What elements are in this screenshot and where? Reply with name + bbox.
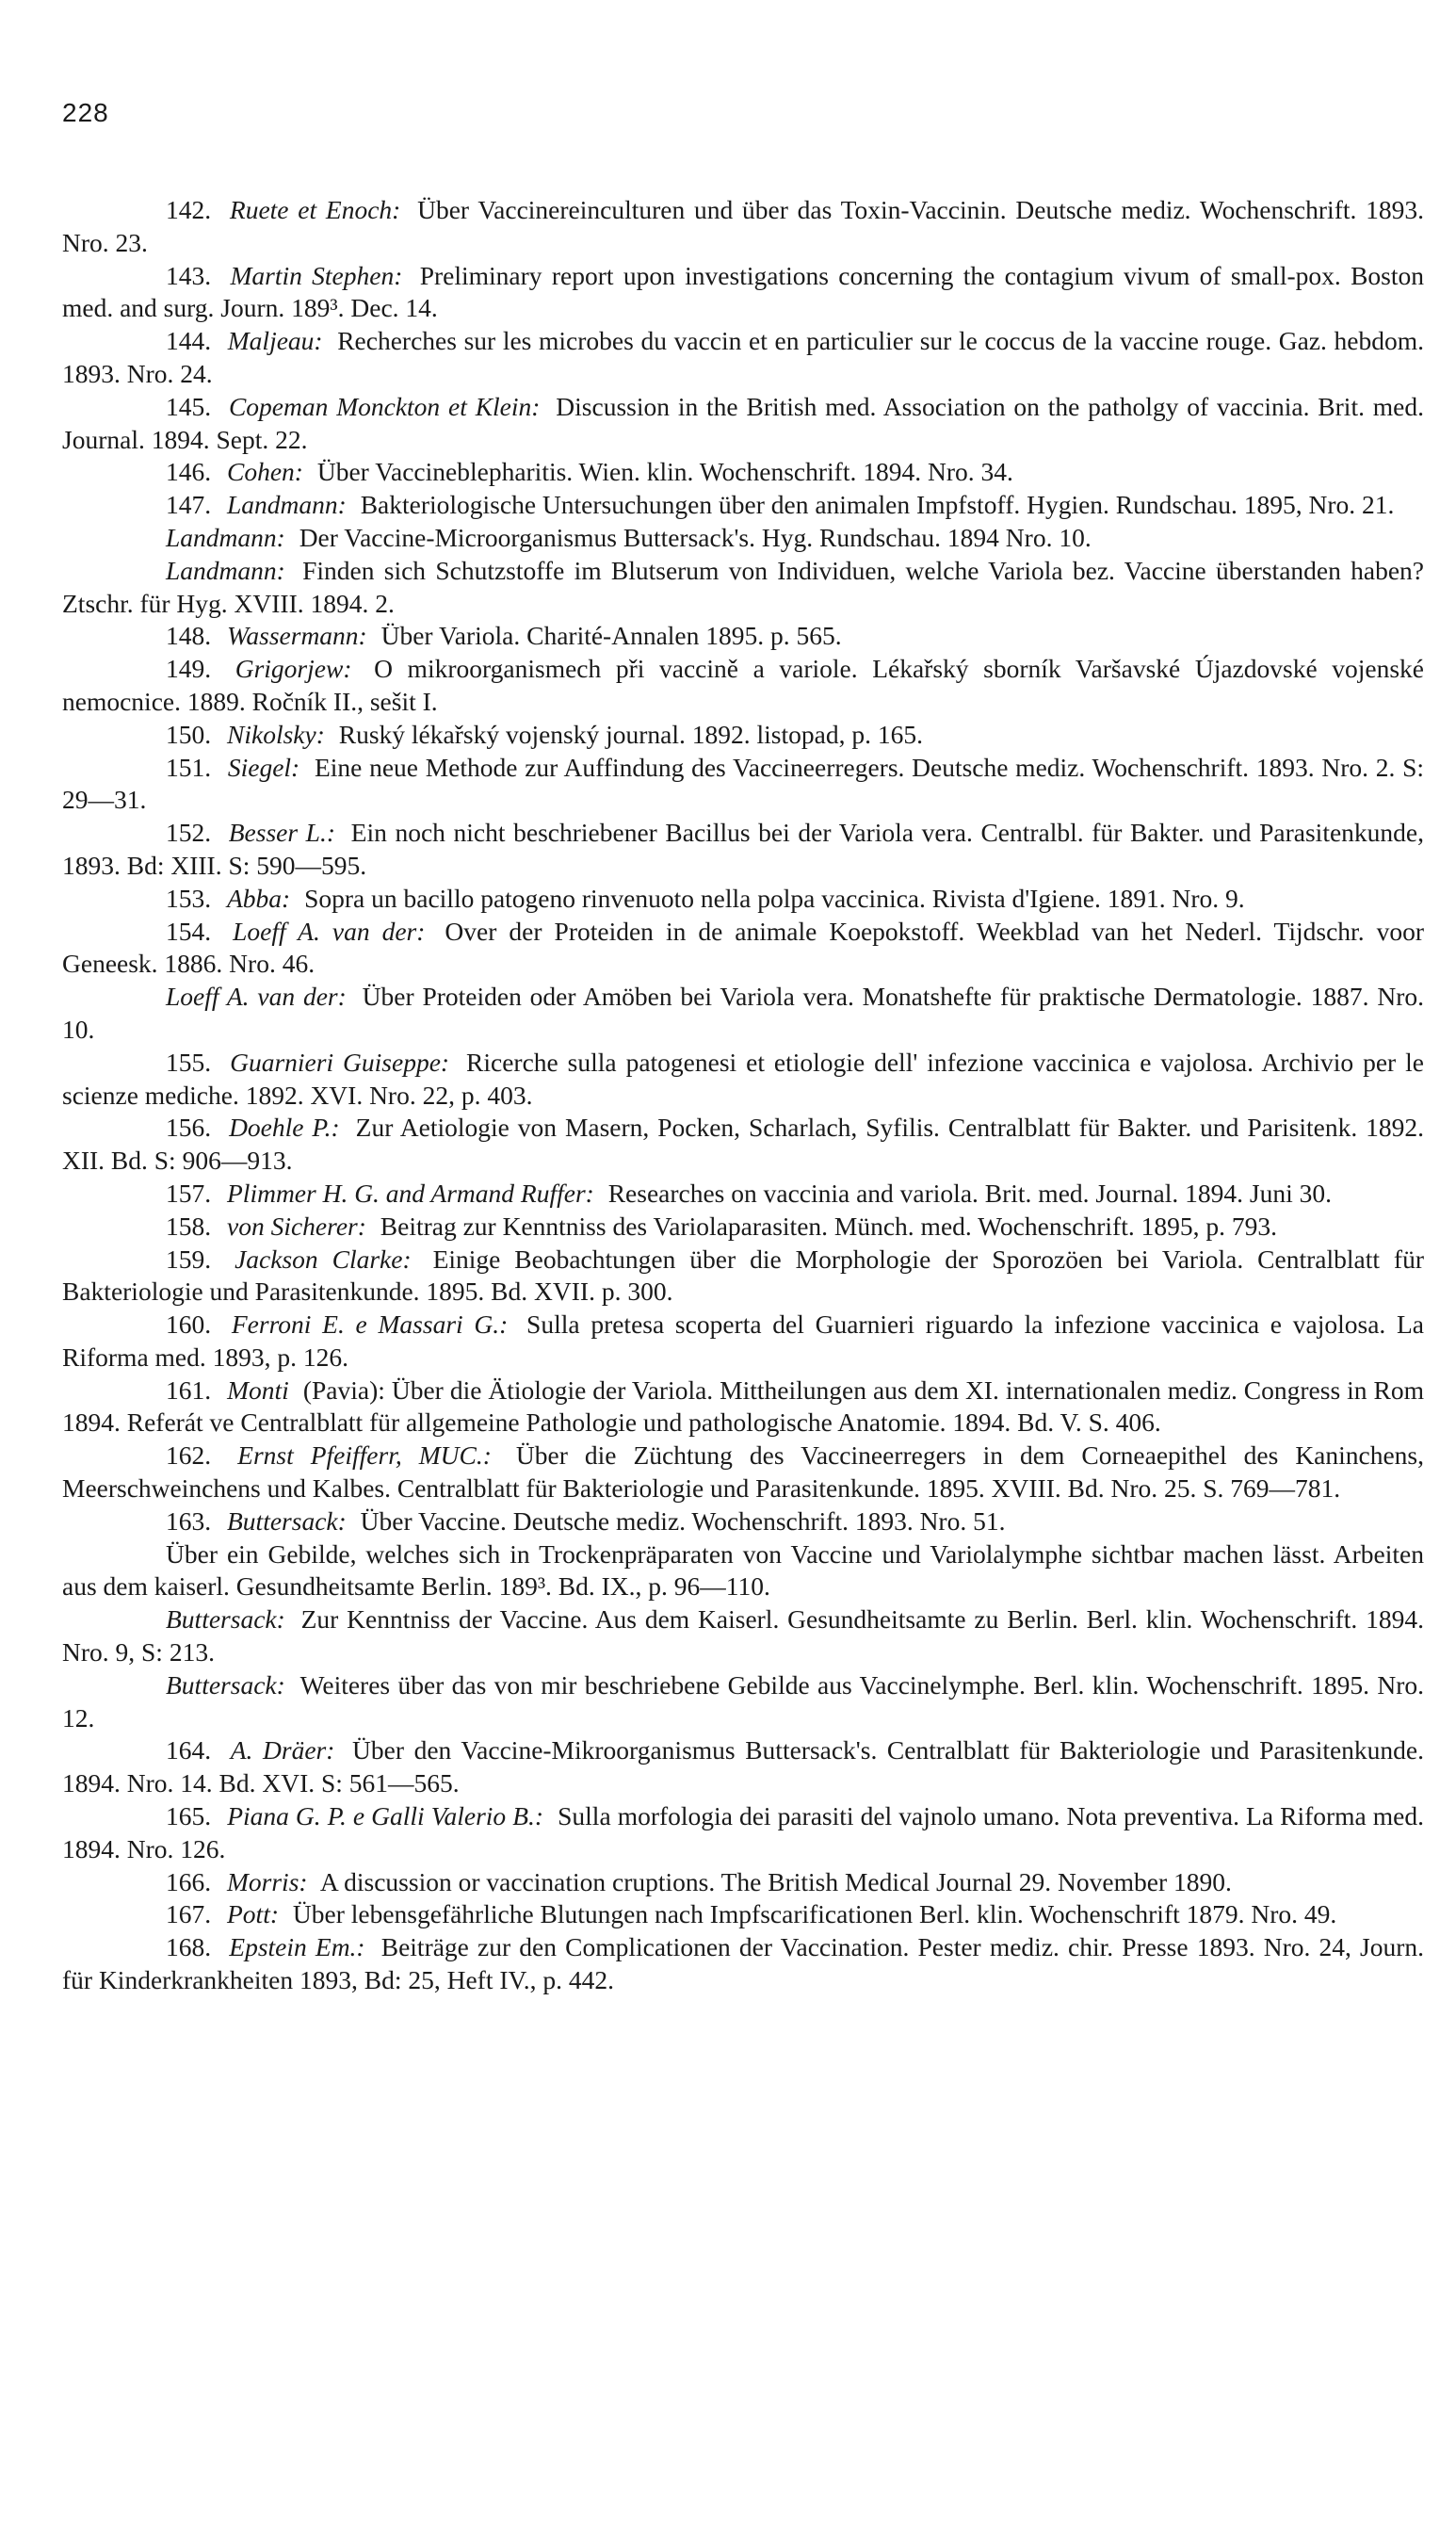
reference-author: Plimmer H. G. and Armand Ruffer: (227, 1178, 594, 1208)
reference-number: 148. (166, 621, 212, 651)
reference-number: 149. (166, 654, 212, 684)
reference-number: 146. (166, 457, 212, 487)
reference-entry (62, 653, 1424, 719)
reference-number: 144. (166, 326, 212, 356)
reference-number: 163. (166, 1505, 212, 1536)
reference-entry (62, 1603, 1424, 1669)
reference-entry (62, 1734, 1424, 1800)
reference-author: Wassermann: (227, 621, 367, 651)
reference-number: 161. (166, 1375, 212, 1405)
reference-entry (62, 260, 1424, 326)
reference-text: Über die Züchtung des Vaccineerregers in dem Corneaepithel des Kaninchens, Meerschweinchens und Kalbes. Centralblatt für Bakteriologie und Parasitenkunde. 1895. XVIII. Bd. Nro. 25. S. 769—781. (62, 1440, 1425, 1504)
reference-entry (62, 522, 1424, 555)
reference-author: Epstein Em.: (229, 1932, 365, 1962)
reference-author: Nikolsky: (227, 719, 325, 749)
reference-text: Zur Aetiologie von Masern, Pocken, Scharlach, Syfilis. Centralblatt für Bakter. und Parisitenk. 1892. XII. Bd. S: 906—913. (62, 1113, 1425, 1176)
reference-entry (62, 1375, 1424, 1440)
reference-author: Guarnieri Guiseppe: (230, 1047, 450, 1077)
reference-author: Siegel: (227, 752, 300, 782)
reference-text: Zur Kenntniss der Vaccine. Aus dem Kaiserl. Gesundheitsamte zu Berlin. Berl. klin. Wochenschrift. 1894. Nro. 9, S: 213. (62, 1604, 1424, 1668)
reference-entry (62, 1178, 1424, 1211)
reference-text: Beitrag zur Kenntniss des Variolaparasiten. Münch. med. Wochenschrift. 1895, p. 793. (380, 1211, 1277, 1241)
reference-entry (62, 817, 1424, 883)
reference-number: 159. (166, 1244, 212, 1274)
reference-number: 157. (166, 1178, 212, 1208)
reference-author: Maljeau: (227, 326, 323, 356)
reference-entry (62, 752, 1424, 818)
reference-entry (62, 194, 1424, 260)
reference-author: Abba: (227, 883, 291, 913)
reference-number: 152. (166, 818, 212, 848)
reference-text: Der Vaccine-Microorganismus Buttersack's. Hyg. Rundschau. 1894 Nro. 10. (299, 522, 1092, 552)
reference-number: 160. (166, 1310, 212, 1340)
reference-text: Discussion in the British med. Association on the patholgy of vaccinia. Brit. med. Journal. 1894. Sept. 22. (62, 391, 1425, 454)
reference-entry (62, 1505, 1424, 1538)
reference-entry (62, 1538, 1424, 1604)
reference-text: Eine neue Methode zur Auffindung des Vaccineerregers. Deutsche mediz. Wochenschrift. 1893. Nro. 2. S: 29—31. (62, 752, 1425, 815)
reference-text: (Pavia): Über die Ätiologie der Variola. Mittheilungen aus dem XI. internationalen mediz. Congress in Rom 1894. Referát ve Centralblatt für allgemeine Pathologie und pathologische Anatomie. 1894. Bd. V. S. 406. (62, 1375, 1425, 1438)
reference-author: Pott: (227, 1899, 279, 1929)
reference-author: Copeman Monckton et Klein: (228, 391, 541, 421)
reference-author: Ernst Pfeifferr, MUC.: (237, 1440, 492, 1471)
reference-text: Bakteriologische Untersuchungen über den animalen Impfstoff. Hygien. Rundschau. 1895, Nro. 21. (360, 490, 1395, 520)
reference-author: Landmann: (227, 490, 347, 520)
reference-author: Ferroni E. e Massari G.: (231, 1310, 509, 1340)
reference-author: Buttersack: (227, 1505, 347, 1536)
reference-text: Einige Beobachtungen über die Morphologie der Sporozöen bei Variola. Centralblatt für Bakteriologie und Parasitenkunde. 1895. Bd. XVII. p. 300. (62, 1244, 1424, 1307)
reference-text: Sopra un bacillo patogeno rinvenuoto nella polpa vaccinica. Rivista d'Igiene. 1891. Nro. 9. (304, 883, 1245, 913)
reference-entry (62, 1931, 1424, 1997)
reference-entry (62, 325, 1424, 391)
reference-number: 150. (166, 719, 212, 749)
reference-entry (62, 1800, 1424, 1866)
reference-author: Piana G. P. e Galli Valerio B.: (227, 1801, 544, 1831)
reference-number: 153. (166, 883, 212, 913)
reference-author: Landmann: (166, 522, 285, 552)
reference-entry (62, 1112, 1424, 1178)
reference-text: Sulla pretesa scoperta del Guarnieri riguardo la infezione vaccinica e vajolosa. La Riforma med. 1893, p. 126. (62, 1310, 1425, 1372)
reference-entry (62, 555, 1424, 621)
reference-text: Recherches sur les microbes du vaccin et en particulier sur le coccus de la vaccine rouge. Gaz. hebdom. 1893. Nro. 24. (62, 326, 1424, 388)
reference-author: Cohen: (227, 457, 303, 487)
reference-author: Doehle P.: (229, 1113, 340, 1143)
reference-number: 165. (166, 1801, 212, 1831)
reference-entry (62, 719, 1424, 752)
reference-author: Buttersack: (166, 1669, 285, 1700)
reference-number: 158. (166, 1211, 212, 1241)
reference-text: Beiträge zur den Complicationen der Vaccination. Pester mediz. chir. Presse 1893. Nro. 24, Journ. für Kinderkrankheiten 1893, Bd: 25, Heft IV., p. 442. (62, 1932, 1424, 1995)
reference-number: 156. (166, 1113, 212, 1143)
reference-number: 147. (166, 490, 212, 520)
reference-author: Loeff A. van der: (166, 982, 347, 1012)
reference-text: Ein noch nicht beschriebener Bacillus bei der Variola vera. Centralbl. für Bakter. und Parasitenkunde, 1893. Bd: XIII. S: 590—595. (62, 818, 1424, 880)
reference-entry (62, 456, 1424, 489)
reference-author: Besser L.: (228, 818, 336, 848)
reference-text: Über ein Gebilde, welches sich in Trockenpräparaten von Vaccine und Variolalymphe sichtbar machen lässt. Arbeiten aus dem kaiserl. Gesundheitsamte Berlin. 189³. Bd. IX., p. 96—110. (62, 1538, 1424, 1602)
reference-entry (62, 1866, 1424, 1899)
reference-entry (62, 620, 1424, 653)
reference-text: Over der Proteiden in de animale Koepokstoff. Weekblad van het Nederl. Tijdschr. voor Geneesk. 1886. Nro. 46. (62, 916, 1424, 979)
reference-author: Monti (227, 1375, 289, 1405)
reference-text: Über Vaccinereinculturen und über das Toxin-Vaccinin. Deutsche mediz. Wochenschrift. 1893. Nro. 23. (62, 195, 1425, 257)
reference-text: Über den Vaccine-Mikroorganismus Buttersack's. Centralblatt für Bakteriologie und Parasitenkunde. 1894. Nro. 14. Bd. XVI. S: 561—565. (62, 1735, 1425, 1798)
reference-text: O mikroorganismech při vaccině a variole. Lékařský sborník Varšavské Újazdovské vojenské nemocnice. 1889. Ročník II., sešit I. (62, 654, 1425, 716)
reference-text: Sulla morfologia dei parasiti del vajnolo umano. Nota preventiva. La Riforma med. 1894. Nro. 126. (62, 1801, 1425, 1863)
reference-author: Jackson Clarke: (235, 1244, 412, 1274)
reference-text: Finden sich Schutzstoffe im Blutserum von Individuen, welche Variola bez. Vaccine überstanden haben? Ztschr. für Hyg. XVIII. 1894. 2. (62, 555, 1424, 618)
reference-text: Über Vaccineblepharitis. Wien. klin. Wochenschrift. 1894. Nro. 34. (316, 457, 1013, 487)
reference-entry (62, 916, 1424, 982)
reference-author: A. Dräer: (230, 1735, 335, 1765)
reference-number: 143. (166, 260, 212, 290)
reference-entry (62, 1047, 1424, 1113)
reference-author: von Sicherer: (227, 1211, 366, 1241)
reference-text: Ruský lékařský vojenský journal. 1892. listopad, p. 165. (338, 719, 923, 749)
reference-entry (62, 1244, 1424, 1310)
reference-entry (62, 883, 1424, 916)
reference-text: Über Proteiden oder Amöben bei Variola vera. Monatshefte für praktische Dermatologie. 1887. Nro. 10. (62, 982, 1425, 1044)
reference-author: Loeff A. van der: (233, 916, 426, 946)
reference-text: Preliminary report upon investigations concerning the contagium vivum of small-pox. Boston med. and surg. Journ. 189³. Dec. 14. (62, 260, 1425, 323)
reference-number: 166. (166, 1866, 212, 1896)
reference-entry (62, 1211, 1424, 1244)
reference-entry (62, 1669, 1424, 1735)
reference-author: Ruete et Enoch: (229, 195, 401, 224)
reference-number: 142. (166, 195, 212, 224)
reference-text: Über Variola. Charité-Annalen 1895. p. 565. (380, 621, 842, 651)
reference-text: Über Vaccine. Deutsche mediz. Wochenschrift. 1893. Nro. 51. (360, 1505, 1006, 1536)
reference-text: Researches on vaccinia and variola. Brit. med. Journal. 1894. Juni 30. (607, 1178, 1332, 1208)
reference-entry (62, 1898, 1424, 1931)
reference-text: A discussion or vaccination cruptions. The British Medical Journal 29. November 1890. (319, 1866, 1232, 1896)
reference-number: 155. (166, 1047, 212, 1077)
reference-entry (62, 981, 1424, 1047)
reference-author: Morris: (227, 1866, 308, 1896)
reference-author: Buttersack: (166, 1604, 285, 1635)
reference-list (62, 194, 1424, 1997)
reference-author: Grigorjew: (235, 654, 352, 684)
reference-number: 164. (166, 1735, 212, 1765)
page-number: 228 (62, 98, 109, 127)
reference-text: Über lebensgefährliche Blutungen nach Impfscarificationen Berl. klin. Wochenschrift 1879. Nro. 49. (292, 1899, 1337, 1929)
reference-text: Ricerche sulla patogenesi et etiologie dell' infezione vaccinica e vajolosa. Archivio per le scienze mediche. 1892. XVI. Nro. 22, p. 403. (62, 1047, 1424, 1110)
reference-number: 162. (166, 1440, 212, 1471)
reference-number: 167. (166, 1899, 212, 1929)
reference-entry (62, 489, 1424, 522)
reference-number: 145. (166, 391, 212, 421)
reference-author: Landmann: (166, 555, 285, 585)
reference-number: 154. (166, 916, 212, 946)
reference-entry (62, 391, 1424, 457)
reference-text: Weiteres über das von mir beschriebene Gebilde aus Vaccinelymphe. Berl. klin. Wochenschrift. 1895. Nro. 12. (62, 1669, 1424, 1733)
reference-author: Martin Stephen: (230, 260, 403, 290)
reference-number: 168. (166, 1932, 212, 1962)
reference-entry (62, 1440, 1424, 1505)
reference-number: 151. (166, 752, 212, 782)
reference-entry (62, 1309, 1424, 1375)
